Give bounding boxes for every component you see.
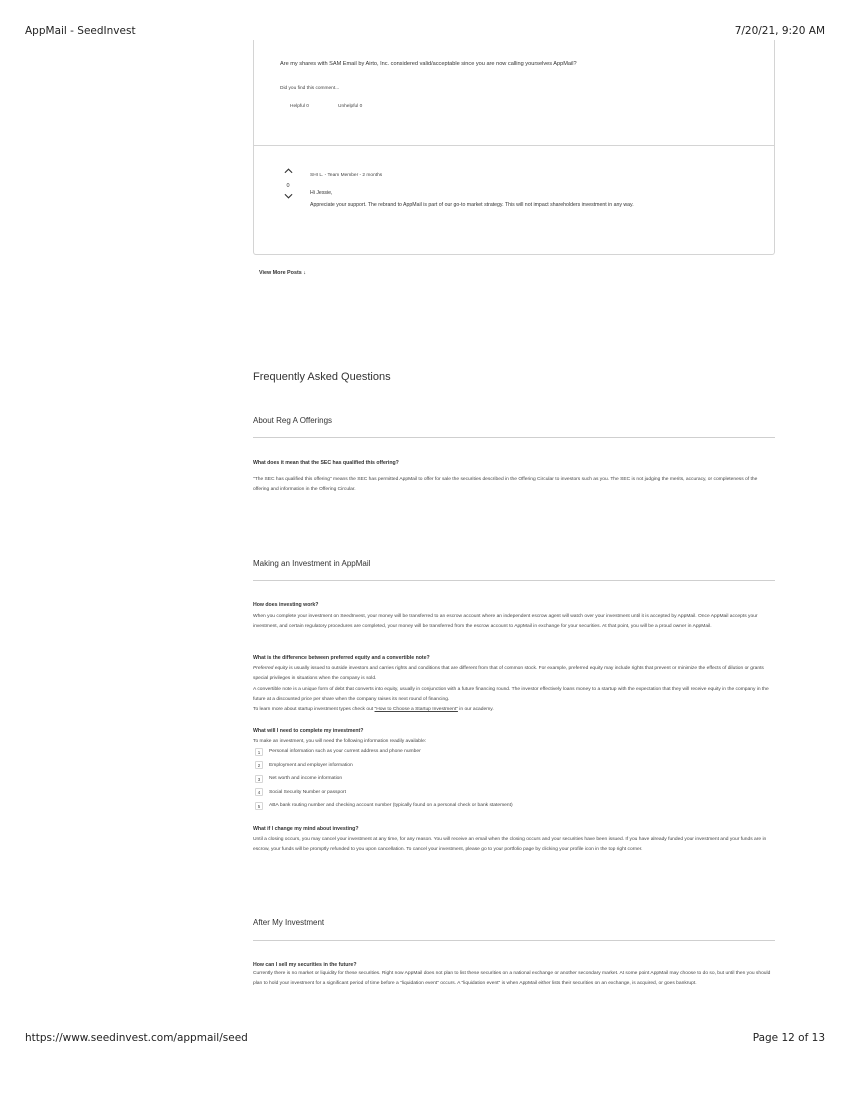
print-header-datetime: 7/20/21, 9:20 AM	[734, 25, 825, 37]
faq-title: Frequently Asked Questions	[253, 371, 391, 383]
comment-divider	[254, 145, 774, 146]
section-divider	[253, 580, 775, 581]
requirements-list	[255, 745, 513, 813]
chevron-down-icon	[284, 193, 293, 199]
faq-answer: A convertible note is a unique form of debt that converts into equity, usually in conjunction with a future financing round. The investor effectively loans money to a startup with the expectation that they will receive equity in the company in the future at a discounted price per share when the company raises its next round of financing.	[253, 687, 769, 703]
faq-answer: Currently there is no market or liquidity for these securities. Right now AppMail does not plan to list these securities on a national exchange or another secondary market. At some point AppMail may choose to do so, but until then you should plan to hold your investment for a significant period of time before a "liquidation event" occurs. A "liquidation event" is when AppMail either lists their securities on an exchange, is acquired, or goes bankrupt.	[253, 971, 771, 987]
faq-section-title: After My Investment	[253, 918, 325, 927]
faq-question: What will I need to complete my investment?	[253, 728, 364, 734]
faq-question: What if I change my mind about investing?	[253, 826, 359, 832]
reply-greeting: Hi Jessie,	[310, 190, 333, 196]
list-text: ABA bank routing number and checking account number (typically found on a personal check or bank statement)	[269, 803, 513, 809]
comment-thread	[253, 40, 775, 255]
list-number: 5	[255, 802, 263, 810]
find-comment-prompt: Did you find this comment...	[280, 86, 340, 91]
faq-question: How can I sell my securities in the future?	[253, 962, 357, 968]
academy-link[interactable]: "How to Choose a Startup Investment"	[374, 707, 458, 712]
list-text: Employment and employer information	[269, 762, 353, 768]
vote-control	[282, 168, 294, 204]
faq-answer: Until a closing occurs, you may cancel your investment at any time, for any reason. You will receive an email when the closing occurs and your securities have been issued. If you have already funded your investment and your funds are in escrow, your funds will be promptly refunded to you upon cancellation. To cancel your investment, please go to your portfolio page by clicking your profile icon in the top right corner.	[253, 837, 767, 853]
faq-answer	[253, 664, 773, 685]
list-item	[255, 759, 513, 773]
list-number: 3	[255, 775, 263, 783]
helpful-button[interactable]: Helpful 0	[290, 104, 309, 109]
print-footer-url: https://www.seedinvest.com/appmail/seed	[25, 1032, 248, 1044]
print-header	[25, 25, 825, 37]
answer-text: To learn more about startup investment types check out	[253, 707, 375, 712]
list-item	[255, 772, 513, 786]
faq-answer: To make an investment, you will need the following information readily available:	[253, 739, 427, 744]
faq-answer	[253, 705, 773, 715]
print-footer	[25, 1032, 825, 1044]
vote-count: 0	[286, 183, 290, 189]
faq-question: How does investing work?	[253, 602, 319, 608]
print-header-title: AppMail - SeedInvest	[25, 25, 136, 37]
list-item	[255, 799, 513, 813]
list-number: 4	[255, 788, 263, 796]
list-text: Personal information such as your current address and phone number	[269, 749, 421, 755]
list-text: Net worth and income information	[269, 776, 343, 782]
print-footer-page: Page 12 of 13	[752, 1032, 825, 1044]
faq-section-title: Making an Investment in AppMail	[253, 559, 371, 568]
upvote-button[interactable]	[282, 168, 294, 179]
faq-answer: "The SEC has qualified this offering" means the SEC has permitted AppMail to offer for sale the securities described in the Offering Circular to investors such as you. The SEC is not judging the merits, accuracy, or completeness of the offering and information in the Offering Circular.	[253, 477, 758, 493]
chevron-up-icon	[284, 168, 293, 174]
view-more-posts-link[interactable]	[259, 270, 306, 276]
faq-answer: When you complete your investment on SeedInvest, your money will be transferred to an escrow account where an independent escrow agent will watch over your investment until it is accepted by AppMail. Once AppMail accepts your investment, and certain regulatory procedures are completed, your money will be transferred from the escrow account to AppMail in exchange for your securities. At that point, you will be a proud owner in AppMail.	[253, 614, 758, 630]
list-number: 1	[255, 748, 263, 756]
faq-question: What is the difference between preferred equity and a convertible note?	[253, 655, 430, 661]
reply-author: SHI L. - Team Member - 2 months	[310, 173, 383, 178]
answer-text: is usually issued to outside investors and carries rights and conditions that are different from that of common stock. For example, preferred equity may include rights that prevent or minimize the effects of dilution or grants special privileges in situations when the company is sold.	[253, 666, 764, 682]
reply-body: Appreciate your support. The rebrand to AppMail is part of our go-to market strategy. This will not impact shareholders investment in any way.	[310, 202, 634, 208]
downvote-button[interactable]	[282, 193, 294, 204]
preferred-equity-term: Preferred equity	[253, 666, 288, 671]
faq-section-title: About Reg A Offerings	[253, 416, 333, 425]
list-number: 2	[255, 761, 263, 769]
faq-question: What does it mean that the SEC has qualified this offering?	[253, 460, 399, 466]
section-divider	[253, 437, 775, 438]
unhelpful-button[interactable]: Unhelpful 0	[338, 104, 363, 109]
answer-text: in our academy.	[457, 707, 494, 712]
arrow-down-icon: ↓	[303, 270, 306, 276]
section-divider	[253, 940, 775, 941]
list-text: Social Security Number or passport	[269, 789, 346, 795]
comment-text: Are my shares with SAM Email by Airto, Inc. considered valid/acceptable since you are now calling yourselves AppMail?	[280, 61, 577, 67]
list-item	[255, 786, 513, 800]
view-more-label: View More Posts	[259, 270, 302, 276]
list-item	[255, 745, 513, 759]
